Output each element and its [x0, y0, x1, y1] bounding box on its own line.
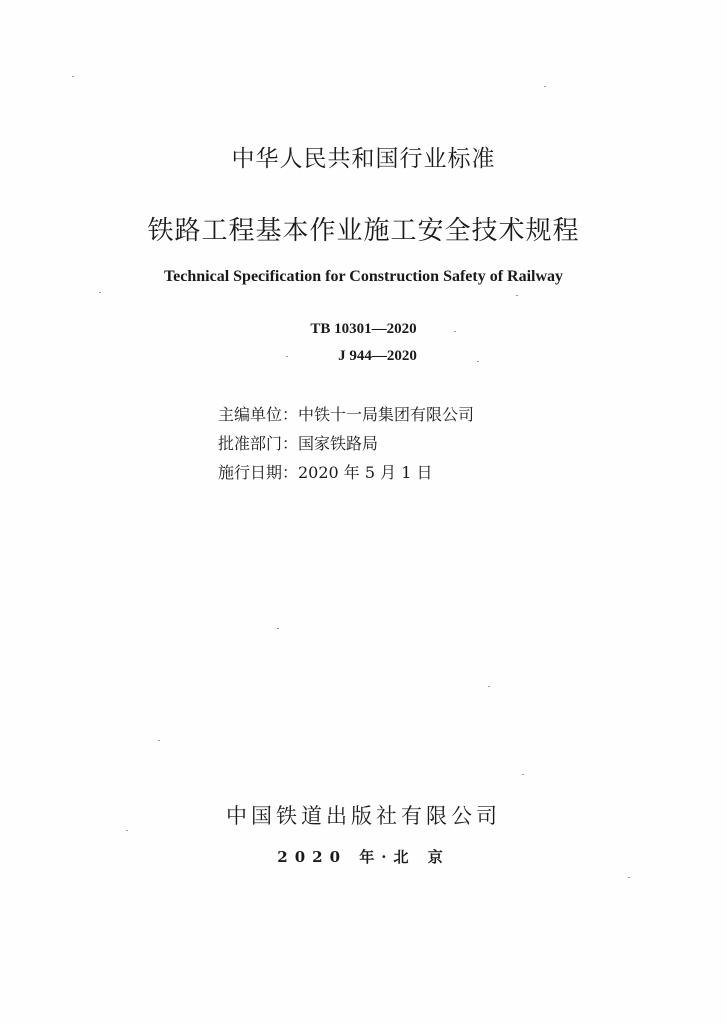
editor-unit-line: 主编单位：中铁十一局集团有限公司	[218, 405, 475, 424]
publisher-name: 中国铁道出版社有限公司	[226, 804, 501, 828]
scan-speck	[286, 356, 288, 357]
approval-department-line: 批准部门：国家铁路局	[218, 434, 379, 453]
scan-speck	[126, 830, 128, 831]
publication-year-place: 2020 年·北 京	[277, 848, 450, 866]
standard-code-tb: TB 10301—2020	[310, 321, 417, 337]
effective-date-line: 施行日期：2020 年 5 月 1 日	[218, 463, 433, 482]
scan-speck	[544, 86, 546, 87]
scan-speck	[488, 686, 490, 687]
standard-category-heading: 中华人民共和国行业标准	[231, 146, 496, 172]
main-title-chinese: 铁路工程基本作业施工安全技术规程	[147, 216, 580, 246]
scan-speck	[516, 295, 518, 296]
scan-speck	[522, 774, 524, 775]
scan-speck	[477, 361, 479, 362]
standard-code-j: J 944—2020	[338, 348, 417, 364]
scan-speck	[99, 292, 101, 293]
scan-speck	[158, 740, 160, 741]
scan-speck	[72, 76, 74, 77]
main-title-english: Technical Specification for Construction Safety of Railway	[163, 268, 564, 285]
scan-speck	[277, 628, 279, 629]
scan-speck	[628, 877, 630, 878]
scan-speck	[454, 331, 456, 332]
